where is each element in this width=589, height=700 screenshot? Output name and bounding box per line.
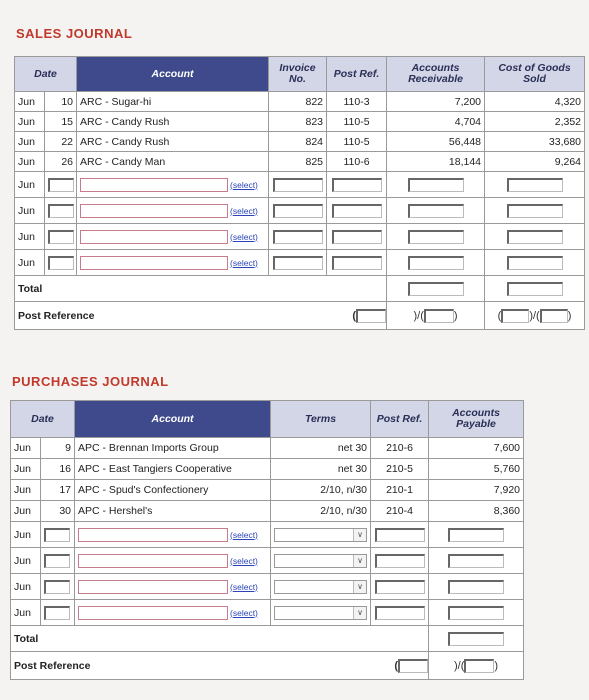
purchases-day-input[interactable]: [44, 580, 70, 594]
sales-header-post-ref: Post Ref.: [327, 57, 387, 92]
purchases-header-account: Account: [75, 401, 271, 438]
purchases-post-ref-input[interactable]: [375, 580, 425, 594]
purchases-row-day: 17: [41, 480, 75, 501]
purchases-journal-table: [10, 400, 524, 680]
purchases-account-select-link[interactable]: (select): [230, 529, 258, 540]
purchases-row-ap: 8,360: [429, 501, 524, 522]
sales-blank-row: [15, 250, 585, 276]
sales-header-ar: Accounts Receivable: [387, 57, 485, 92]
purchases-post-reference-row: [11, 652, 524, 680]
sales-blank-month: Jun: [15, 172, 45, 198]
purchases-row-account: APC - Spud's Confectionery: [75, 480, 271, 501]
purchases-row-account: APC - Hershel's: [75, 501, 271, 522]
paren-sep: )/(: [529, 309, 540, 322]
purchases-row-month: Jun: [11, 459, 41, 480]
sales-row-invoice: 822: [269, 92, 327, 112]
chevron-down-icon: ∨: [353, 555, 366, 567]
sales-row-account: ARC - Sugar-hi: [77, 92, 269, 112]
sales-row-account: ARC - Candy Rush: [77, 112, 269, 132]
purchases-account-select-link[interactable]: (select): [230, 607, 258, 618]
sales-header-cogs: Cost of Goods Sold: [485, 57, 585, 92]
purchases-journal-title: PURCHASES JOURNAL: [12, 374, 169, 389]
purchases-row-post-ref: 210-4: [371, 501, 429, 522]
sales-post-ref-cogs-credit[interactable]: [540, 309, 568, 323]
purchases-row-ap: 7,600: [429, 438, 524, 459]
sales-header-date: Date: [15, 57, 77, 92]
sales-cogs-input[interactable]: [507, 256, 563, 270]
sales-total-cogs-input[interactable]: [507, 282, 563, 296]
purchases-row-account: APC - East Tangiers Cooperative: [75, 459, 271, 480]
sales-post-reference-row: [15, 302, 585, 330]
purchases-header-ap: Accounts Payable: [429, 401, 524, 438]
sales-row-cogs: 9,264: [485, 152, 585, 172]
purchases-post-ref-input[interactable]: [375, 528, 425, 542]
sales-row-month: Jun: [15, 92, 45, 112]
purchases-terms-dropdown[interactable]: [274, 554, 367, 568]
paren-close: ): [567, 309, 572, 322]
purchases-total-ap-input[interactable]: [448, 632, 504, 646]
purchases-post-reference-label: Post Reference: [14, 659, 91, 672]
sales-blank-row: [15, 198, 585, 224]
sales-row: [15, 112, 585, 132]
sales-row-ar: 18,144: [387, 152, 485, 172]
purchases-row: [11, 438, 524, 459]
sales-blank-row: [15, 172, 585, 198]
purchases-row-terms: 2/10, n/30: [271, 480, 371, 501]
purchases-day-input[interactable]: [44, 554, 70, 568]
purchases-account-input[interactable]: [78, 580, 228, 594]
chevron-down-icon: ∨: [353, 529, 366, 541]
sales-row: [15, 132, 585, 152]
purchases-header-date: Date: [11, 401, 75, 438]
purchases-ap-input[interactable]: [448, 554, 504, 568]
sales-account-select-link[interactable]: (select): [230, 231, 258, 242]
sales-account-select-link[interactable]: (select): [230, 205, 258, 216]
sales-account-input[interactable]: [80, 178, 228, 192]
purchases-total-row: [11, 626, 524, 652]
purchases-ap-input[interactable]: [448, 606, 504, 620]
sales-total-row: [15, 276, 585, 302]
sales-row-cogs: 33,680: [485, 132, 585, 152]
sales-row-cogs: 2,352: [485, 112, 585, 132]
purchases-account-select-link[interactable]: (select): [230, 555, 258, 566]
purchases-post-ref-ap-debit[interactable]: [398, 659, 428, 673]
purchases-header-post-ref: Post Ref.: [371, 401, 429, 438]
sales-journal-table: [14, 56, 585, 330]
purchases-blank-month: Jun: [11, 522, 41, 548]
purchases-post-ref-ap-credit[interactable]: [464, 659, 494, 673]
paren-open: (: [394, 660, 399, 672]
sales-post-reference-label: Post Reference: [18, 309, 95, 322]
chevron-down-icon: ∨: [353, 581, 366, 593]
sales-row-day: 15: [45, 112, 77, 132]
sales-row-post-ref: 110-5: [327, 132, 387, 152]
sales-account-select-link[interactable]: (select): [230, 257, 258, 268]
paren-close: ): [494, 659, 499, 672]
purchases-day-input[interactable]: [44, 606, 70, 620]
purchases-row-month: Jun: [11, 501, 41, 522]
sales-row-day: 10: [45, 92, 77, 112]
sales-header-account: Account: [77, 57, 269, 92]
purchases-account-select-link[interactable]: (select): [230, 581, 258, 592]
sales-post-ref-input[interactable]: [332, 230, 382, 244]
sales-cogs-input[interactable]: [507, 178, 563, 192]
sales-row-cogs: 4,320: [485, 92, 585, 112]
sales-post-ref-input[interactable]: [332, 178, 382, 192]
sales-ar-input[interactable]: [408, 230, 464, 244]
sales-invoice-input[interactable]: [273, 230, 323, 244]
purchases-account-input[interactable]: [78, 528, 228, 542]
sales-header-invoice: Invoice No.: [269, 57, 327, 92]
purchases-terms-dropdown[interactable]: [274, 528, 367, 542]
purchases-account-input[interactable]: [78, 606, 228, 620]
sales-cogs-input[interactable]: [507, 204, 563, 218]
purchases-total-label: Total: [11, 626, 429, 652]
sales-blank-month: Jun: [15, 198, 45, 224]
purchases-account-input[interactable]: [78, 554, 228, 568]
purchases-post-ref-input[interactable]: [375, 606, 425, 620]
purchases-row-ap: 5,760: [429, 459, 524, 480]
sales-row-post-ref: 110-6: [327, 152, 387, 172]
sales-day-input[interactable]: [48, 178, 74, 192]
purchases-row-terms: net 30: [271, 459, 371, 480]
sales-row-account: ARC - Candy Rush: [77, 132, 269, 152]
paren-close: ): [453, 309, 458, 322]
purchases-row-post-ref: 210-5: [371, 459, 429, 480]
sales-invoice-input[interactable]: [273, 178, 323, 192]
sales-row-account: ARC - Candy Man: [77, 152, 269, 172]
purchases-row-terms: net 30: [271, 438, 371, 459]
sales-row: [15, 152, 585, 172]
chevron-down-icon: ∨: [353, 607, 366, 619]
purchases-blank-month: Jun: [11, 600, 41, 626]
sales-blank-row: [15, 224, 585, 250]
sales-post-ref-ar-debit[interactable]: [356, 309, 386, 323]
sales-row-invoice: 823: [269, 112, 327, 132]
sales-ar-input[interactable]: [408, 178, 464, 192]
sales-row-invoice: 825: [269, 152, 327, 172]
paren-open: (: [352, 310, 357, 322]
sales-row-ar: 56,448: [387, 132, 485, 152]
sales-row-day: 26: [45, 152, 77, 172]
sales-row-invoice: 824: [269, 132, 327, 152]
sales-post-ref-cogs-debit[interactable]: [501, 309, 529, 323]
sales-invoice-input[interactable]: [273, 256, 323, 270]
purchases-row-terms: 2/10, n/30: [271, 501, 371, 522]
purchases-row-month: Jun: [11, 438, 41, 459]
sales-row-post-ref: 110-5: [327, 112, 387, 132]
sales-invoice-input[interactable]: [273, 204, 323, 218]
purchases-row-post-ref: 210-1: [371, 480, 429, 501]
purchases-row: [11, 459, 524, 480]
purchases-blank-row: [11, 548, 524, 574]
purchases-terms-dropdown[interactable]: [274, 580, 367, 594]
purchases-row-day: 30: [41, 501, 75, 522]
purchases-blank-row: [11, 574, 524, 600]
sales-row-ar: 7,200: [387, 92, 485, 112]
sales-post-ref-input[interactable]: [332, 204, 382, 218]
sales-blank-month: Jun: [15, 224, 45, 250]
sales-cogs-input[interactable]: [507, 230, 563, 244]
purchases-row-day: 9: [41, 438, 75, 459]
sales-blank-month: Jun: [15, 250, 45, 276]
sales-account-input[interactable]: [80, 230, 228, 244]
purchases-blank-row: [11, 600, 524, 626]
purchases-ap-input[interactable]: [448, 528, 504, 542]
sales-row-month: Jun: [15, 132, 45, 152]
purchases-row-day: 16: [41, 459, 75, 480]
purchases-row: [11, 501, 524, 522]
purchases-row-post-ref: 210-6: [371, 438, 429, 459]
sales-row-month: Jun: [15, 112, 45, 132]
paren-sep: )/(: [413, 309, 424, 322]
purchases-header-terms: Terms: [271, 401, 371, 438]
sales-row-month: Jun: [15, 152, 45, 172]
sales-ar-input[interactable]: [408, 204, 464, 218]
sales-day-input[interactable]: [48, 204, 74, 218]
sales-row-day: 22: [45, 132, 77, 152]
purchases-row-month: Jun: [11, 480, 41, 501]
purchases-row-ap: 7,920: [429, 480, 524, 501]
sales-post-ref-ar-credit[interactable]: [424, 309, 454, 323]
purchases-blank-row: [11, 522, 524, 548]
sales-ar-input[interactable]: [408, 256, 464, 270]
sales-account-input[interactable]: [80, 204, 228, 218]
purchases-blank-month: Jun: [11, 574, 41, 600]
purchases-ap-input[interactable]: [448, 580, 504, 594]
sales-total-label: Total: [15, 276, 387, 302]
sales-account-input[interactable]: [80, 256, 228, 270]
paren-sep: )/(: [453, 659, 465, 672]
sales-journal-title: SALES JOURNAL: [16, 26, 133, 41]
sales-row-post-ref: 110-3: [327, 92, 387, 112]
sales-row: [15, 92, 585, 112]
purchases-row-account: APC - Brennan Imports Group: [75, 438, 271, 459]
purchases-terms-dropdown[interactable]: [274, 606, 367, 620]
sales-day-input[interactable]: [48, 256, 74, 270]
purchases-day-input[interactable]: [44, 528, 70, 542]
purchases-row: [11, 480, 524, 501]
sales-total-ar-input[interactable]: [408, 282, 464, 296]
sales-row-ar: 4,704: [387, 112, 485, 132]
sales-post-ref-input[interactable]: [332, 256, 382, 270]
purchases-post-ref-input[interactable]: [375, 554, 425, 568]
purchases-blank-month: Jun: [11, 548, 41, 574]
sales-day-input[interactable]: [48, 230, 74, 244]
paren-open: (: [497, 309, 502, 322]
sales-account-select-link[interactable]: (select): [230, 179, 258, 190]
